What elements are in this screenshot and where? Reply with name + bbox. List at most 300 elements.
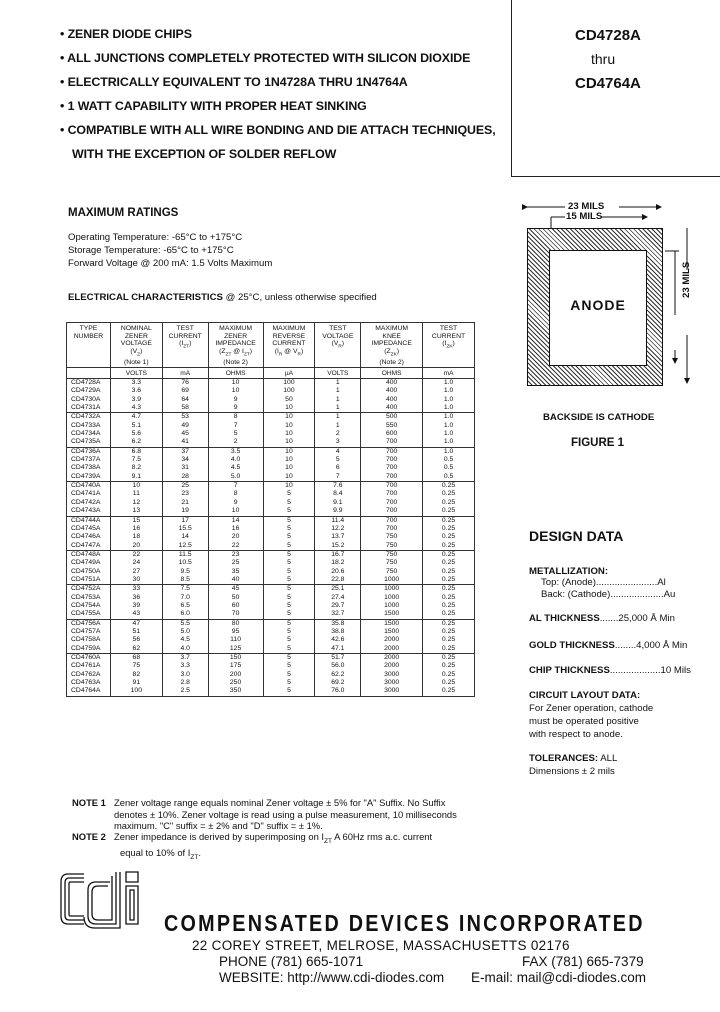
- table-cell: 3.9: [110, 396, 162, 404]
- table-cell: 35: [208, 568, 263, 576]
- table-cell: 6.5: [162, 602, 208, 610]
- table-cell: CD4746A: [67, 533, 111, 541]
- table-cell: 2000: [361, 662, 423, 670]
- table-cell: 0.25: [423, 525, 475, 533]
- al-thickness-value: .......25,000 Å Min: [599, 613, 675, 624]
- table-row: [67, 568, 475, 576]
- table-cell: 1000: [361, 585, 423, 594]
- table-cell: 100: [263, 387, 315, 395]
- table-cell: 5: [263, 679, 315, 687]
- table-cell: 47.1: [315, 645, 361, 654]
- table-cell: 10: [263, 482, 315, 491]
- column-header-line: IMPEDANCE: [371, 340, 412, 348]
- table-cell: 1: [315, 379, 361, 388]
- metallization-heading: METALLIZATION:: [529, 566, 609, 577]
- column-header-line: $(V_R)$: [331, 340, 345, 350]
- table-cell: 17: [162, 516, 208, 525]
- table-cell: 750: [361, 568, 423, 576]
- table-cell: 0.25: [423, 499, 475, 507]
- table-cell: 10: [110, 482, 162, 491]
- table-cell: 5: [263, 645, 315, 654]
- table-cell: 5.5: [162, 619, 208, 628]
- table-cell: 0.5: [423, 464, 475, 472]
- column-header-line: ZENER: [124, 332, 148, 340]
- table-cell: CD4731A: [67, 404, 111, 413]
- table-cell: 5.6: [110, 430, 162, 438]
- table-cell: 7.6: [315, 482, 361, 491]
- table-row: [67, 679, 475, 687]
- column-header-line: NOMINAL: [120, 325, 152, 332]
- table-cell: 10: [263, 447, 315, 456]
- table-cell: 5: [263, 533, 315, 541]
- table-cell: 2.5: [162, 687, 208, 696]
- table-cell: 14: [162, 533, 208, 541]
- column-header-line: TEST: [176, 325, 194, 332]
- table-cell: 5.0: [208, 473, 263, 482]
- rating-line: Forward Voltage @ 200 mA: 1.5 Volts Maximum: [68, 258, 273, 269]
- table-cell: 80: [208, 619, 263, 628]
- table-cell: 0.25: [423, 602, 475, 610]
- table-cell: 31: [162, 464, 208, 472]
- feature-5-cont: WITH THE EXCEPTION OF SOLDER REFLOW: [72, 147, 337, 161]
- table-cell: 10: [263, 438, 315, 447]
- table-cell: 5: [263, 628, 315, 636]
- table-cell: 600: [361, 430, 423, 438]
- table-cell: 0.5: [423, 473, 475, 482]
- table-cell: CD4730A: [67, 396, 111, 404]
- table-cell: CD4759A: [67, 645, 111, 654]
- table-row: [67, 550, 475, 559]
- column-header-line: MAXIMUM: [219, 325, 253, 332]
- table-cell: 50: [263, 396, 315, 404]
- table-cell: 8.4: [315, 490, 361, 498]
- column-header-line: CURRENT: [272, 340, 306, 348]
- table-row: [67, 456, 475, 464]
- cdi-logo: [58, 868, 158, 930]
- table-cell: 100: [110, 687, 162, 696]
- table-row: [67, 447, 475, 456]
- table-cell: 15.2: [315, 542, 361, 551]
- table-cell: 12: [110, 499, 162, 507]
- unit-cell: OHMS: [361, 368, 423, 379]
- company-name: COMPENSATED DEVICES INCORPORATED: [164, 910, 645, 936]
- table-cell: 6: [315, 464, 361, 472]
- table-cell: CD4729A: [67, 387, 111, 395]
- table-cell: 10: [263, 404, 315, 413]
- table-cell: 5: [263, 636, 315, 644]
- gold-thickness-value: ........4,000 Å Min: [614, 640, 688, 651]
- table-cell: 69: [162, 387, 208, 395]
- table-cell: 3: [315, 438, 361, 447]
- column-header: [361, 323, 423, 368]
- table-cell: CD4741A: [67, 490, 111, 498]
- column-header: [110, 323, 162, 368]
- column-header-line: MAXIMUM: [272, 325, 306, 332]
- table-cell: CD4738A: [67, 464, 111, 472]
- table-cell: 5.0: [162, 628, 208, 636]
- table-cell: CD4750A: [67, 568, 111, 576]
- table-cell: 700: [361, 438, 423, 447]
- table-cell: 36: [110, 594, 162, 602]
- dim-23-mils-side: 23 MILS: [681, 261, 692, 298]
- table-cell: CD4760A: [67, 654, 111, 663]
- table-cell: 5: [263, 619, 315, 628]
- table-cell: 28: [162, 473, 208, 482]
- column-header-line: $(I_{ZK})$: [442, 340, 455, 350]
- table-cell: 33: [110, 585, 162, 594]
- table-cell: 60: [208, 602, 263, 610]
- table-cell: 4.3: [110, 404, 162, 413]
- table-cell: 56: [110, 636, 162, 644]
- table-cell: 75: [110, 662, 162, 670]
- table-row: [67, 379, 475, 388]
- company-website[interactable]: WEBSITE: http://www.cdi-diodes.com: [219, 970, 445, 985]
- table-cell: 50: [208, 594, 263, 602]
- table-cell: 38.8: [315, 628, 361, 636]
- table-cell: 1.0: [423, 438, 475, 447]
- table-cell: CD4762A: [67, 671, 111, 679]
- table-cell: 0.25: [423, 654, 475, 663]
- table-cell: 750: [361, 559, 423, 567]
- table-cell: 0.25: [423, 507, 475, 516]
- table-cell: 3.6: [110, 387, 162, 395]
- table-cell: 27: [110, 568, 162, 576]
- table-cell: 95: [208, 628, 263, 636]
- table-cell: 12.2: [315, 525, 361, 533]
- table-cell: 4.0: [162, 645, 208, 654]
- table-cell: 11: [110, 490, 162, 498]
- table-cell: 7.0: [162, 594, 208, 602]
- table-body: [67, 379, 475, 697]
- al-thickness-label: AL THICKNESS: [529, 613, 600, 624]
- column-header-line: $(Z_{ZK})$: [384, 347, 400, 358]
- table-cell: 13.7: [315, 533, 361, 541]
- table-cell: 5: [263, 490, 315, 498]
- table-cell: 1: [315, 387, 361, 395]
- feature-4: • 1 WATT CAPABILITY WITH PROPER HEAT SINKING: [60, 99, 367, 113]
- table-cell: 11.5: [162, 550, 208, 559]
- table-cell: 7.5: [110, 456, 162, 464]
- table-cell: 25: [162, 482, 208, 491]
- table-cell: 9.5: [162, 568, 208, 576]
- table-cell: 3.3: [110, 379, 162, 388]
- table-cell: 51.7: [315, 654, 361, 663]
- note-1-line: Zener voltage range equals nominal Zener voltage ± 5% for "A" Suffix. No Suffix: [114, 797, 446, 808]
- table-cell: CD4747A: [67, 542, 111, 551]
- table-row: [67, 585, 475, 594]
- table-cell: 1.0: [423, 387, 475, 395]
- table-cell: 7: [315, 473, 361, 482]
- table-cell: 0.25: [423, 559, 475, 567]
- tolerances-line: Dimensions ± 2 mils: [529, 766, 615, 777]
- table-cell: 45: [208, 585, 263, 594]
- table-cell: 8.2: [110, 464, 162, 472]
- column-header-line: (Note 2): [223, 358, 248, 366]
- unit-cell: [67, 368, 111, 379]
- table-cell: 20: [208, 533, 263, 541]
- metallization-back: Back: (Cathode)....................Au: [541, 589, 676, 600]
- table-row: [67, 654, 475, 663]
- table-cell: 9: [208, 396, 263, 404]
- table-cell: 42.6: [315, 636, 361, 644]
- company-phone: PHONE (781) 665-1071: [219, 954, 364, 969]
- table-cell: 24: [110, 559, 162, 567]
- unit-cell: OHMS: [208, 368, 263, 379]
- column-header-line: MAXIMUM: [375, 325, 409, 332]
- feature-2: • ALL JUNCTIONS COMPLETELY PROTECTED WITH SILICON DIOXIDE: [60, 51, 471, 65]
- column-header-line: TEST: [439, 325, 458, 332]
- table-cell: 1.0: [423, 396, 475, 404]
- company-email[interactable]: E-mail: mail@cdi-diodes.com: [471, 970, 646, 985]
- table-cell: 2000: [361, 654, 423, 663]
- table-cell: 1000: [361, 594, 423, 602]
- table-cell: 5: [315, 456, 361, 464]
- header-divider-vertical: [511, 0, 512, 176]
- table-cell: 750: [361, 533, 423, 541]
- table-row: [67, 499, 475, 507]
- table-cell: CD4764A: [67, 687, 111, 696]
- table-cell: 750: [361, 542, 423, 551]
- table-cell: 32.7: [315, 610, 361, 619]
- table-cell: 110: [208, 636, 263, 644]
- circuit-layout-line: For Zener operation, cathode: [529, 703, 654, 714]
- column-header-line: VOLTAGE: [120, 340, 152, 348]
- table-cell: 0.25: [423, 585, 475, 594]
- table-row: [67, 422, 475, 430]
- rating-line: Operating Temperature: -65°C to +175°C: [68, 232, 243, 243]
- table-cell: 700: [361, 499, 423, 507]
- table-row: [67, 602, 475, 610]
- table-cell: 8.5: [162, 576, 208, 585]
- table-cell: 13: [110, 507, 162, 516]
- table-cell: 0.25: [423, 594, 475, 602]
- table-cell: 100: [263, 379, 315, 388]
- table-cell: 62.2: [315, 671, 361, 679]
- table-cell: 4: [315, 447, 361, 456]
- table-row: [67, 636, 475, 644]
- unit-cell: VOLTS: [110, 368, 162, 379]
- table-cell: 10: [208, 387, 263, 395]
- backside-cathode-label: BACKSIDE IS CATHODE: [543, 412, 655, 423]
- column-header-line: ZENER: [224, 332, 248, 340]
- table-row: [67, 628, 475, 636]
- table-row: [67, 671, 475, 679]
- table-cell: CD4754A: [67, 602, 111, 610]
- table-cell: 1000: [361, 602, 423, 610]
- table-cell: 0.25: [423, 490, 475, 498]
- table-cell: 1.0: [423, 430, 475, 438]
- column-header-line: (Note 1): [124, 358, 149, 366]
- table-row: [67, 387, 475, 395]
- table-cell: 5: [263, 576, 315, 585]
- column-header: [162, 323, 208, 368]
- table-cell: 18.2: [315, 559, 361, 567]
- table-row: [67, 404, 475, 413]
- table-cell: 7.5: [162, 585, 208, 594]
- table-cell: 34: [162, 456, 208, 464]
- tolerances: [529, 753, 617, 764]
- table-row: [67, 542, 475, 551]
- table-cell: 700: [361, 482, 423, 491]
- table-cell: 0.25: [423, 628, 475, 636]
- table-row: [67, 490, 475, 498]
- table-cell: 12.5: [162, 542, 208, 551]
- circuit-layout-label: [529, 690, 640, 701]
- table-cell: 5: [263, 542, 315, 551]
- table-cell: 400: [361, 404, 423, 413]
- table-cell: 18: [110, 533, 162, 541]
- table-cell: 64: [162, 396, 208, 404]
- table-cell: 45: [162, 430, 208, 438]
- table-cell: 5: [263, 499, 315, 507]
- column-header-line: ($Z_{ZT}$ @ $I_{ZT}$): [219, 347, 253, 358]
- note-2-text: [114, 831, 432, 864]
- table-cell: 10: [263, 430, 315, 438]
- feature-1: • ZENER DIODE CHIPS: [60, 27, 192, 41]
- table-cell: 53: [162, 413, 208, 422]
- table-cell: 39: [110, 602, 162, 610]
- note-2-line: equal to 10% of $I_{ZT}$.: [120, 847, 202, 862]
- table-cell: 5: [263, 585, 315, 594]
- column-header-line: REVERSE: [272, 332, 306, 340]
- table-cell: 1: [315, 396, 361, 404]
- table-row: [67, 396, 475, 404]
- table-cell: 700: [361, 464, 423, 472]
- table-cell: 30: [110, 576, 162, 585]
- table-cell: 9.1: [110, 473, 162, 482]
- table-cell: 3000: [361, 687, 423, 696]
- table-cell: 5: [263, 559, 315, 567]
- al-thickness: [529, 613, 675, 624]
- table-cell: 9.9: [315, 507, 361, 516]
- table-cell: 700: [361, 447, 423, 456]
- column-header-line: VOLTAGE: [322, 332, 354, 340]
- table-cell: CD4763A: [67, 679, 111, 687]
- table-cell: 10: [263, 413, 315, 422]
- table-cell: 6.8: [110, 447, 162, 456]
- table-cell: 47: [110, 619, 162, 628]
- table-cell: CD4740A: [67, 482, 111, 491]
- table-cell: 3.5: [208, 447, 263, 456]
- note-1-line: denotes ± 10%. Zener voltage is read using a pulse measurement, 10 milliseconds: [114, 808, 457, 820]
- table-cell: 2000: [361, 645, 423, 654]
- table-cell: 350: [208, 687, 263, 696]
- table-row: [67, 482, 475, 491]
- table-cell: 16.7: [315, 550, 361, 559]
- table-cell: 1000: [361, 576, 423, 585]
- table-cell: 5: [263, 507, 315, 516]
- table-cell: 22: [208, 542, 263, 551]
- table-cell: 2000: [361, 636, 423, 644]
- table-cell: 5: [263, 610, 315, 619]
- table-row: [67, 576, 475, 585]
- table-row: [67, 610, 475, 619]
- table-cell: 4.7: [110, 413, 162, 422]
- table-cell: 0.25: [423, 679, 475, 687]
- table-cell: 37: [162, 447, 208, 456]
- table-cell: 4.5: [208, 464, 263, 472]
- table-cell: 2: [208, 438, 263, 447]
- table-row: [67, 559, 475, 567]
- table-cell: CD4758A: [67, 636, 111, 644]
- table-cell: 58: [162, 404, 208, 413]
- table-cell: 1500: [361, 610, 423, 619]
- note-1-label: NOTE 1: [72, 797, 106, 808]
- table-cell: 49: [162, 422, 208, 430]
- column-header-line: TEST: [329, 325, 347, 332]
- table-cell: 76.0: [315, 687, 361, 696]
- column-header: [263, 323, 315, 368]
- note-1-line: maximum. "C" suffix = ± 2% and "D" suffix = ± 1%.: [114, 820, 323, 831]
- table-row: [67, 507, 475, 516]
- table-cell: 82: [110, 671, 162, 679]
- gold-thickness: [529, 640, 687, 651]
- table-cell: 2.8: [162, 679, 208, 687]
- table-cell: 40: [208, 576, 263, 585]
- table-cell: 0.25: [423, 636, 475, 644]
- table-cell: 10: [208, 379, 263, 388]
- table-cell: CD4755A: [67, 610, 111, 619]
- table-cell: 6.2: [110, 438, 162, 447]
- table-cell: 1500: [361, 628, 423, 636]
- table-cell: 5: [263, 687, 315, 696]
- table-cell: 56.0: [315, 662, 361, 670]
- table-cell: 15.5: [162, 525, 208, 533]
- table-cell: 10: [263, 464, 315, 472]
- table-cell: CD4732A: [67, 413, 111, 422]
- table-row: [67, 430, 475, 438]
- table-cell: 0.25: [423, 516, 475, 525]
- table-cell: 19: [162, 507, 208, 516]
- table-cell: 11.4: [315, 516, 361, 525]
- table-cell: CD4745A: [67, 525, 111, 533]
- table-cell: CD4756A: [67, 619, 111, 628]
- table-cell: 5: [263, 662, 315, 670]
- table-cell: 5: [263, 671, 315, 679]
- table-cell: CD4753A: [67, 594, 111, 602]
- table-cell: 8: [208, 413, 263, 422]
- table-cell: 750: [361, 550, 423, 559]
- table-row: [67, 662, 475, 670]
- dim-23-mils-top: 23 MILS: [568, 201, 605, 212]
- table-cell: 5: [263, 654, 315, 663]
- chip-thickness-value: ...................10 Mils: [609, 665, 691, 676]
- table-cell: 69.2: [315, 679, 361, 687]
- electrical-characteristics-table: [66, 322, 475, 697]
- elec-char-title: [68, 292, 377, 303]
- table-cell: CD4737A: [67, 456, 111, 464]
- table-cell: 250: [208, 679, 263, 687]
- table-cell: 29.7: [315, 602, 361, 610]
- table-cell: 5: [263, 602, 315, 610]
- table-cell: 22.8: [315, 576, 361, 585]
- table-cell: 0.25: [423, 568, 475, 576]
- table-cell: 62: [110, 645, 162, 654]
- table-cell: 1: [315, 404, 361, 413]
- table-row: [67, 516, 475, 525]
- table-cell: 0.25: [423, 550, 475, 559]
- table-cell: CD4728A: [67, 379, 111, 388]
- table-cell: 1.0: [423, 379, 475, 388]
- circuit-layout-line: with respect to anode.: [529, 729, 623, 740]
- table-cell: 16: [110, 525, 162, 533]
- metallization-top: Top: (Anode).......................Al: [541, 577, 666, 588]
- header-divider-horizontal: [511, 176, 720, 177]
- circuit-layout-heading: CIRCUIT LAYOUT DATA:: [529, 690, 641, 701]
- table-units-row: [67, 368, 475, 379]
- table-cell: 76: [162, 379, 208, 388]
- unit-cell: µA: [263, 368, 315, 379]
